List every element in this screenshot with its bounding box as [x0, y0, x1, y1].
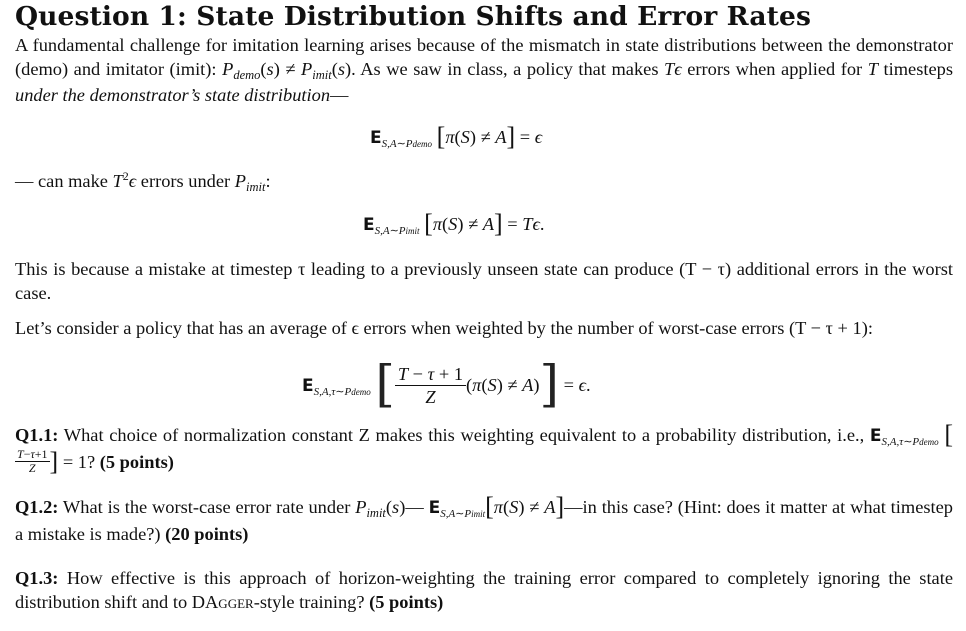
q12-points: (20 points) [165, 524, 249, 544]
q11-text: What choice of normalization constant Z makes this weighting equivalent to a probability distribution, i.e., [58, 425, 870, 445]
intro-math-T: T [867, 59, 878, 79]
equation-weighted-error: $E_{S,A,\tau\sim Pdemo}$ [ $\frac{T - \tau + 1}{Z}$ (π(S) ≠ A)] = ϵ. [302, 355, 591, 413]
intro-text-2: . As we saw in class, a policy that makes [351, 59, 665, 79]
consider-paragraph: Let’s consider a policy that has an average of ϵ errors when weighted by the number of worst-case errors (T − τ + 1): [15, 318, 873, 338]
can-make-lead: — can make [15, 171, 113, 191]
q12-label: Q1.2: [15, 497, 59, 517]
intro-dash: — [330, 85, 349, 105]
question-1-2 [15, 491, 953, 546]
q11-math: $E_{S,A,\tau\sim Pdemo}$ [ $\frac{T-\tau+1}{Z}$ ] [17, 419, 953, 476]
because-paragraph: This is because a mistake at timestep τ leading to a previously unseen state can produce (T − τ) additional errors in the worst case. [15, 259, 953, 303]
intro-emphasis: under the demonstrator’s state distribution [15, 85, 331, 105]
q11-tail: = 1? [58, 452, 96, 472]
equation-demo-error: $E_{S,A\sim Pdemo}$ [π(S) ≠ A] = ϵ [370, 122, 543, 151]
can-make-math-T2e: $T^2\epsilon$ [112, 169, 137, 191]
q11-points: (5 points) [99, 452, 174, 472]
q13-text-a: How effective is this approach of horizon-weighting the training error compared to completely ignoring the state distribution shift and to [15, 568, 953, 612]
intro-math-Te: Tϵ [664, 59, 682, 79]
intro-text-4: timesteps [877, 59, 953, 79]
q12-math: $P_{imit}(s)—$ $E_{S,A\sim Pimit}[\pi(S)$ ≠ A]— [355, 491, 583, 521]
can-make-math-pimit: $P_{imit}$ [234, 171, 266, 194]
q13-text-b: -style training? [253, 592, 365, 612]
q12-text-b: in this case? (Hint: does it matter at what timestep a mistake is made?) [15, 497, 953, 544]
q13-dagger: DAgger [191, 592, 254, 612]
can-make-line [15, 169, 271, 195]
question-1-1 [15, 419, 953, 477]
can-make-mid: errors under [136, 171, 235, 191]
equation-imit-error: $E_{S,A\sim Pimit}$ [π(S) ≠ A] = Tϵ. [363, 209, 545, 238]
q11-label: Q1.1: [15, 425, 59, 445]
intro-math-pdemo: $P_{demo}(s) \ne P_{imit}(s)$ [222, 59, 352, 82]
can-make-end: : [265, 171, 271, 191]
page-title: Question 1: State Distribution Shifts and Error Rates [15, 1, 811, 32]
q12-text-a: What is the worst-case error rate under [58, 497, 356, 517]
q13-label: Q1.3: [15, 568, 59, 588]
q13-points: (5 points) [369, 592, 444, 612]
intro-text-3: errors when applied for [681, 59, 868, 79]
question-1-3 [15, 566, 953, 614]
intro-paragraph [15, 33, 953, 107]
intro-text-1: A fundamental challenge for imitation learning arises because of the mismatch in state distributions between the demonstrator (demo) and imitator (imit): [15, 35, 953, 79]
